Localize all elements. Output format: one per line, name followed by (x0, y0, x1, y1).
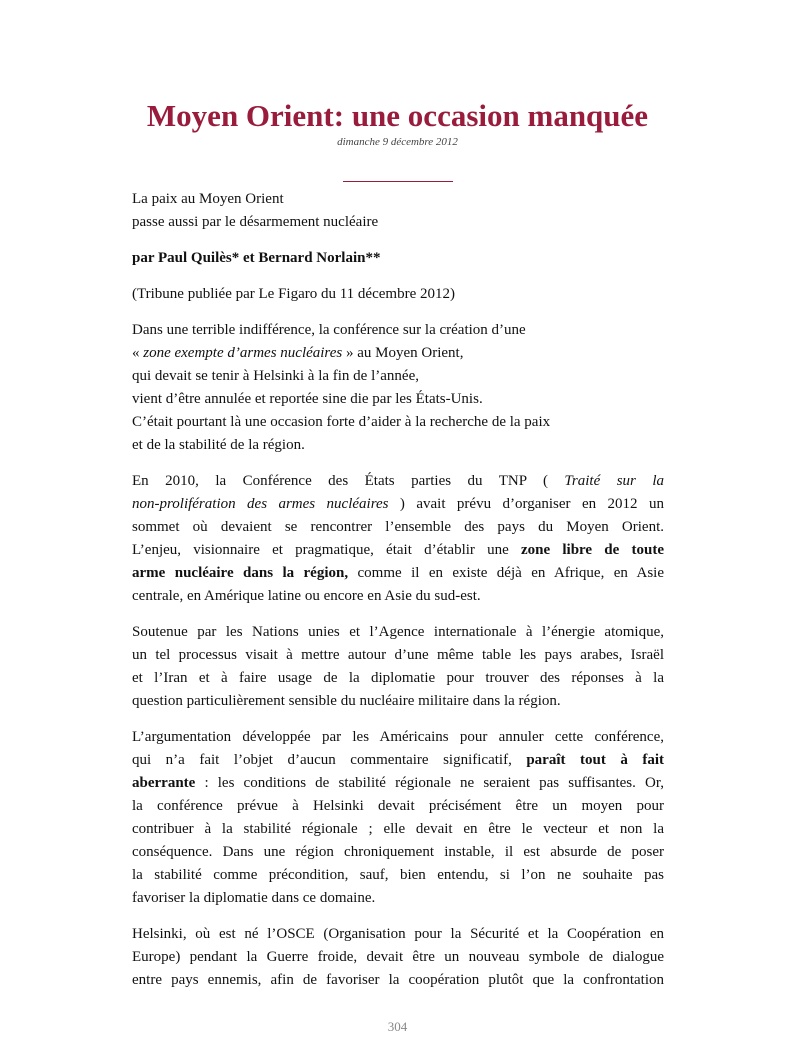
text-line (132, 493, 664, 516)
text-line (132, 667, 664, 690)
text-line (132, 434, 664, 457)
italic-text: non-prolifération des armes nucléaires (132, 496, 389, 512)
bold-text: paraît tout à fait (526, 752, 664, 768)
text-segment: entre pays ennemis, afin de favoriser la coopération plutôt que la confrontation (132, 972, 664, 988)
italic-text: Traité sur la (564, 473, 665, 489)
text-line (132, 283, 664, 306)
text-segment: la stabilité comme précondition, sauf, bien entendu, si l’on ne souhaite pas (132, 867, 664, 883)
text-segment: : les conditions de stabilité régionale ne seraient pas suffisantes. Or, (195, 775, 664, 791)
text-segment: comme il en existe déjà en Afrique, en Asie (348, 565, 664, 581)
bold-text: arme nucléaire dans la région, (132, 565, 349, 581)
text-line (132, 644, 664, 667)
text-line (132, 772, 664, 795)
bold-text: aberrante (132, 775, 196, 791)
publication-date: dimanche 9 décembre 2012 (337, 136, 458, 148)
text-line (132, 188, 664, 211)
text-line (132, 969, 664, 992)
text-line (132, 516, 664, 539)
text-segment: sommet où devaient se rencontrer l’ensemble des pays du Moyen Orient. (132, 519, 664, 535)
text-segment: Europe) pendant la Guerre froide, devait être un nouveau symbole de dialogue (132, 949, 664, 965)
text-segment: C’était pourtant là une occasion forte d’aider à la recherche de la paix (132, 414, 551, 430)
text-line (132, 946, 664, 969)
text-segment: question particulièrement sensible du nucléaire militaire dans la région. (132, 693, 561, 709)
text-line (132, 795, 664, 818)
text-segment: qui n’a fait l’objet d’aucun commentaire significatif, (132, 752, 527, 768)
paragraph (132, 726, 664, 910)
text-line (132, 319, 664, 342)
text-line (132, 365, 664, 388)
paragraph (132, 283, 664, 306)
paragraph (132, 923, 664, 992)
text-segment: favoriser la diplomatie dans ce domaine. (132, 890, 376, 906)
text-segment: qui devait se tenir à Helsinki à la fin de l’année, (132, 368, 419, 384)
text-segment: vient d’être annulée et reportée sine die par les États-Unis. (132, 391, 483, 407)
text-line (132, 864, 664, 887)
text-line (132, 749, 664, 772)
text-segment: La paix au Moyen Orient (132, 191, 284, 207)
text-segment: un tel processus visait à mettre autour d’une même table les pays arabes, Israël (132, 647, 664, 663)
text-segment: et de la stabilité de la région. (132, 437, 305, 453)
text-segment: « (132, 345, 144, 361)
text-line (132, 470, 664, 493)
text-segment: conséquence. Dans une région chroniquement instable, il est absurde de poser (132, 844, 664, 860)
text-segment: contribuer à la stabilité régionale ; elle devait en être le vecteur et non la (132, 821, 664, 837)
page-number: 304 (387, 1019, 408, 1034)
text-line (132, 621, 664, 644)
text-line (132, 539, 664, 562)
text-segment: Helsinki, où est né l’OSCE (Organisation pour la Sécurité et la Coopération en (132, 926, 664, 942)
text-line (132, 818, 664, 841)
text-line (132, 887, 664, 910)
text-segment: passe aussi par le désarmement nucléaire (132, 214, 379, 230)
text-line (132, 585, 664, 608)
text-segment: Dans une terrible indifférence, la conférence sur la création d’une (132, 322, 526, 338)
paragraph (132, 247, 664, 270)
text-segment: » au Moyen Orient, (342, 345, 464, 361)
bold-text: par Paul Quilès* et Bernard Norlain** (132, 250, 381, 266)
paragraph (132, 188, 664, 234)
text-line (132, 411, 664, 434)
text-segment: centrale, en Amérique latine ou encore en Asie du sud-est. (132, 588, 481, 604)
title-divider (343, 181, 453, 182)
text-segment: L’argumentation développée par les Américains pour annuler cette conférence, (132, 729, 664, 745)
text-line (132, 562, 664, 585)
text-line (132, 690, 664, 713)
bold-text: zone libre de toute (520, 542, 664, 558)
page-title: Moyen Orient: une occasion manquée (146, 98, 649, 133)
text-line (132, 841, 664, 864)
text-segment: L’enjeu, visionnaire et pragmatique, était d’établir une (132, 542, 521, 558)
text-line (132, 923, 664, 946)
text-line (132, 211, 664, 234)
text-segment: (Tribune publiée par Le Figaro du 11 décembre 2012) (132, 286, 455, 302)
text-segment: En 2010, la Conférence des États parties du TNP ( (132, 473, 565, 489)
text-segment: et l’Iran et à faire usage de la diplomatie pour trouver des réponses à la (132, 670, 664, 686)
paragraph (132, 319, 664, 457)
text-line (132, 247, 664, 270)
paragraph (132, 470, 664, 608)
text-line (132, 726, 664, 749)
paragraph (132, 621, 664, 713)
text-segment: ) avait prévu d’organiser en 2012 un (388, 496, 664, 512)
text-line (132, 388, 664, 411)
text-segment: la conférence prévue à Helsinki devait précisément être un moyen pour (132, 798, 664, 814)
text-line (132, 342, 664, 365)
italic-text: zone exempte d’armes nucléaires (143, 345, 343, 361)
text-segment: Soutenue par les Nations unies et l’Agence internationale à l’énergie atomique, (132, 624, 664, 640)
article-body (132, 188, 664, 1005)
